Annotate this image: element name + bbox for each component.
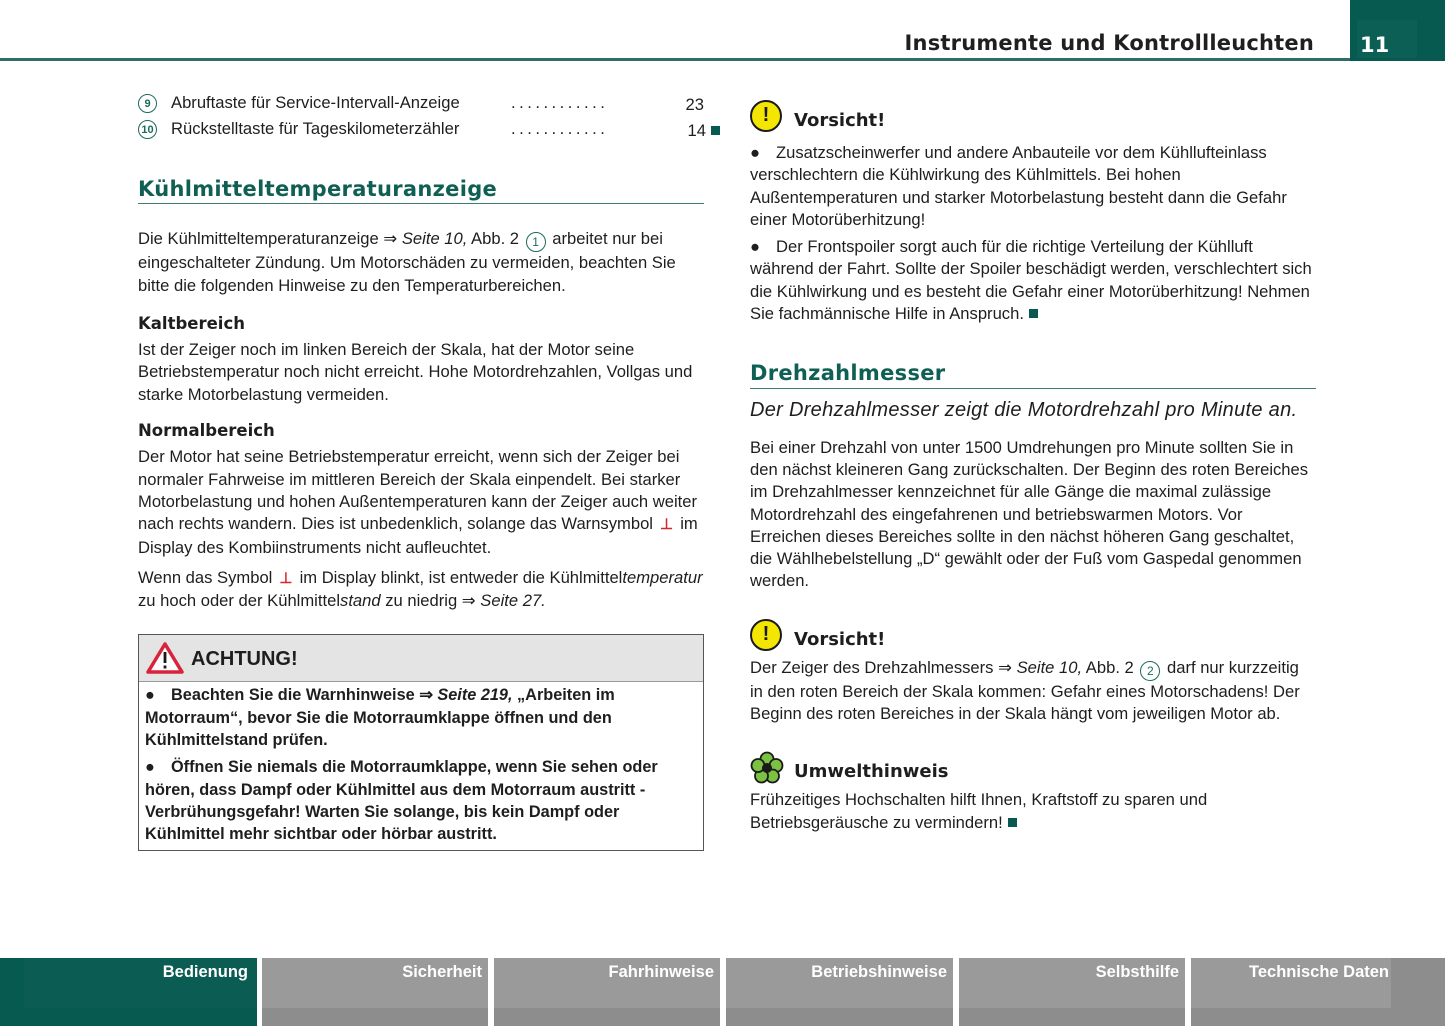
tab-betriebshinweise[interactable]: Betriebshinweise <box>726 958 953 1026</box>
intro-paragraph: Die Kühlmitteltemperaturanzeige ⇒ Seite 10, Abb. 2 1 arbeitet nur bei eingeschalteter Zündung. Um Motorschäden zu vermeiden, beachten Sie bitte die folgenden Hinweise zu den Temperaturbereichen. <box>138 229 676 295</box>
chapter-title: Instrumente und Kontrollleuchten <box>904 31 1314 55</box>
caution-header <box>750 619 1316 653</box>
tab-fahrhinweise[interactable]: Fahrhinweise <box>494 958 720 1026</box>
environment-title: Umwelthinweis <box>794 761 949 783</box>
normalbereich-paragraph: Der Motor hat seine Betriebstemperatur erreicht, wenn sich der Zeiger bei normaler Fahrweise im mittleren Bereich der Skala einpendelt. Bei starker Motorbelastung und hohen Außentemperaturen kann der Zeiger auch weiter nach rechts wandern. Dies ist unbedenklich, solange das Warnsymbol ⊥ im Display des Kombiinstruments nicht aufleuchtet. <box>138 447 698 557</box>
caution-exclamation-icon: ! <box>750 100 782 132</box>
page-link[interactable]: Seite 27. <box>480 591 546 611</box>
page-link[interactable]: Seite 10, <box>1016 657 1083 677</box>
environment-header <box>750 751 1316 785</box>
caution-bullet: ● Zusatzscheinwerfer und andere Anbauteile vor dem Kühllufteinlass verschlechtern die Kühlwirkung des Kühlmittels. Bei hohen Außentemperaturen und starker Motorbelastung besteht dann die Gefahr einer Motorüberhitzung! <box>750 143 1287 229</box>
callout-number-icon: 1 <box>526 232 546 252</box>
warning-bullet: ● Öffnen Sie niemals die Motorraumklappe, wenn Sie sehen oder hören, dass Dampf oder Kühlmittel aus dem Motorraum austritt - Verbrühungsgefahr! Warten Sie solange, bis kein Dampf oder Kühlmittel mehr sichtbar oder hörbar austritt. <box>145 758 658 844</box>
subheading-normalbereich: Normalbereich <box>138 421 275 441</box>
toc-label: Rückstelltaste für Tageskilometerzähler <box>171 119 460 138</box>
tab-bedienung[interactable]: Bedienung <box>0 958 257 1026</box>
page-number: 11 <box>1360 33 1390 57</box>
chapter-tabs <box>0 958 1445 1026</box>
subheading-kaltbereich: Kaltbereich <box>138 313 245 333</box>
page-number-tab <box>1350 0 1445 61</box>
caution-bullet: ● Der Frontspoiler sorgt auch für die richtige Verteilung der Kühlluft während der Fahrt. Sollte der Spoiler beschädigt werden, verschlechtert sich die Kühlwirkung und es besteht die Gefahr einer Motorüberhitzung! Nehmen Sie fachmännische Hilfe in Anspruch. <box>750 237 1312 324</box>
caution-paragraph: Der Zeiger des Drehzahlmessers ⇒ Seite 10, Abb. 2 2 darf nur kurzzeitig in den roten Bereich der Skala kommen: Gefahr eines Motorschadens! Der Beginn des roten Bereiches in der Skala hängt vom jeweiligen Motor ab. <box>750 657 1300 724</box>
toc-label: Abruftaste für Service-Intervall-Anzeige <box>171 93 460 112</box>
left-column <box>138 92 704 851</box>
coolant-temperature-icon: ⊥ <box>660 516 674 534</box>
bullet-icon: ● <box>750 237 761 257</box>
callout-number-icon: 9 <box>138 94 157 113</box>
warning-box <box>138 634 704 850</box>
end-of-section-icon <box>1029 309 1038 318</box>
warning-triangle-icon <box>145 641 185 675</box>
warning-body <box>139 682 703 849</box>
toc-page-ref[interactable]: 14 <box>687 121 706 140</box>
tab-sicherheit[interactable]: Sicherheit <box>262 958 488 1026</box>
callout-number-icon: 2 <box>1140 661 1160 681</box>
toc-page-ref[interactable]: 23 <box>685 95 704 114</box>
drehzahl-paragraph: Bei einer Drehzahl von unter 1500 Umdrehungen pro Minute sollten Sie in den nächst kleineren Gang zurückschalten. Der Beginn des roten Bereiches im Drehzahlmesser kennzeichnet für alle Gänge die maximal zulässige Motordrehzahl des eingefahrenen und betriebswarmen Motors. Vor Erreichen dieses Bereiches sollte in den nächst höheren Gang geschaltet, die Wählhebelstellung „D“ gewählt oder der Fuß vom Gaspedal genommen werden. <box>750 437 1309 591</box>
toc-item[interactable] <box>138 92 704 118</box>
blink-paragraph: Wenn das Symbol ⊥ im Display blinkt, ist entweder die Kühlmitteltemperatur zu hoch oder der Kühlmittelstand zu niedrig ⇒ Seite 27. <box>138 567 703 611</box>
caution-exclamation-icon: ! <box>750 619 782 651</box>
callout-number-icon: 10 <box>138 120 157 139</box>
section-lead: Der Drehzahlmesser zeigt die Motordrehzahl pro Minute an. <box>750 398 1298 421</box>
page-link[interactable]: Seite 10, <box>401 229 468 249</box>
caution-title: Vorsicht! <box>794 628 886 650</box>
section-title: Kühlmitteltemperaturanzeige <box>138 178 704 204</box>
caution-header <box>750 100 1316 134</box>
warning-bullet: ● Beachten Sie die Warnhinweise ⇒ Seite 219, „Arbeiten im Motorraum“, bevor Sie die Motorraumklappe öffnen und den Kühlmittelstand prüfen. <box>145 686 615 750</box>
section-title: Drehzahlmesser <box>750 362 1316 388</box>
toc-leader-dots: ............ <box>511 119 609 138</box>
right-column <box>750 92 1316 834</box>
caution-title: Vorsicht! <box>794 110 886 131</box>
warning-title: ACHTUNG! <box>191 648 298 671</box>
end-of-section-icon <box>1008 818 1017 827</box>
environment-paragraph: Frühzeitiges Hochschalten hilft Ihnen, Kraftstoff zu sparen und Betriebsgeräusche zu vermindern! <box>750 790 1208 832</box>
coolant-temperature-icon: ⊥ <box>279 569 293 587</box>
bullet-icon: ● <box>750 143 761 162</box>
end-of-section-icon <box>711 126 720 135</box>
toc-leader-dots: ............ <box>511 93 609 112</box>
bullet-icon: ● <box>145 686 155 705</box>
header-rule <box>0 58 1350 61</box>
kaltbereich-paragraph: Ist der Zeiger noch im linken Bereich der Skala, hat der Motor seine Betriebstemperatur noch nicht erreicht. Hohe Motordrehzahlen, Vollgas und starke Motorbelastung vermeiden. <box>138 340 693 404</box>
warning-header <box>139 635 703 682</box>
toc-item[interactable] <box>138 118 704 144</box>
tab-selbsthilfe[interactable]: Selbsthilfe <box>959 958 1185 1026</box>
page-link[interactable]: Seite 219, <box>437 686 513 705</box>
tab-technische-daten[interactable]: Technische Daten <box>1191 958 1445 1026</box>
environment-flower-icon <box>750 751 784 785</box>
bullet-icon: ● <box>145 758 155 777</box>
